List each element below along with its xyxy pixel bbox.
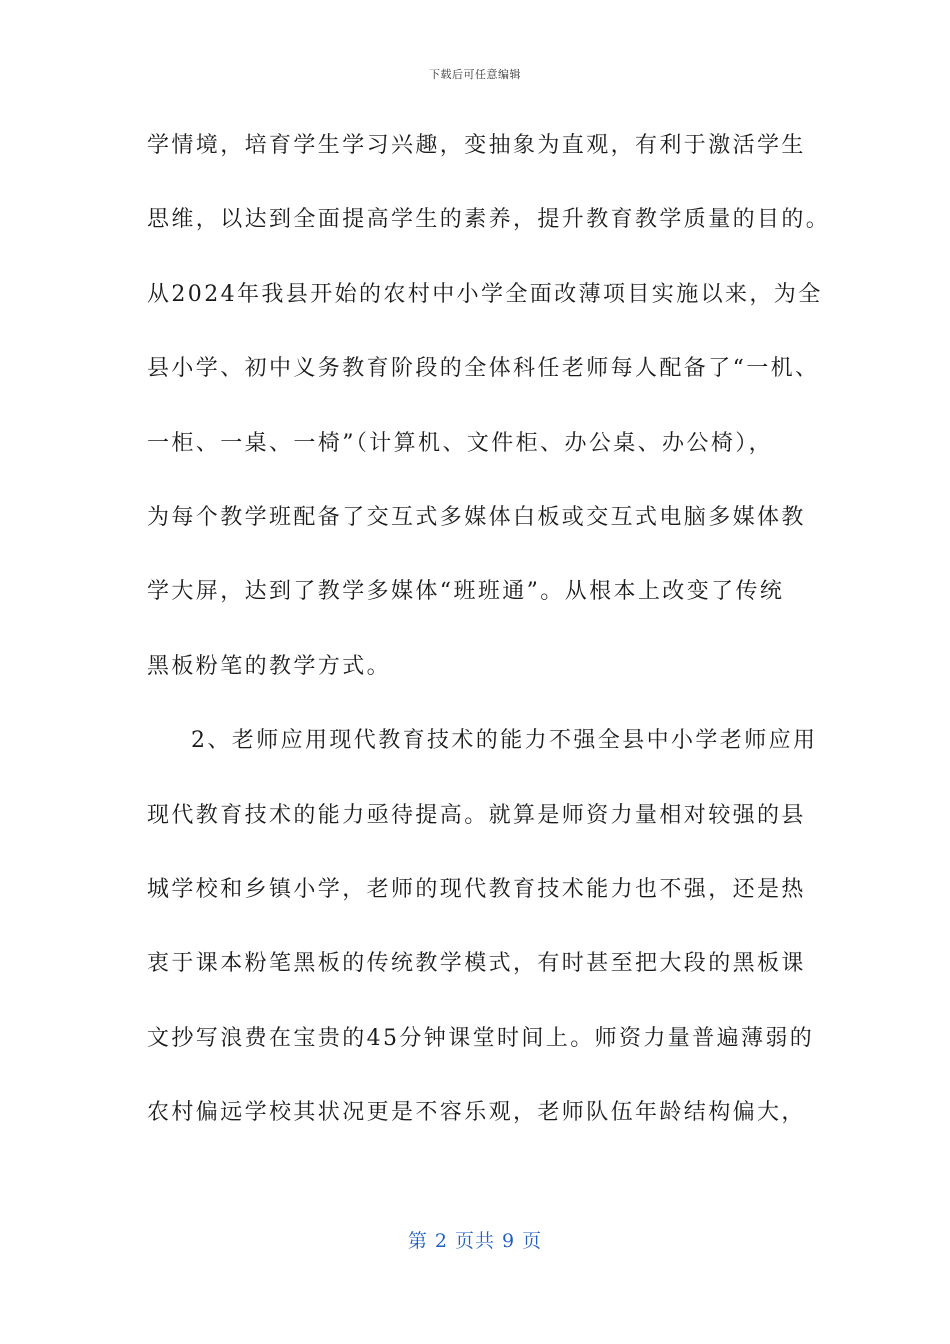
text-line: 学大屏，达到了教学多媒体“班班通”。从根本上改变了传统 [147,579,785,605]
page-number-footer: 第 2 页共 9 页 [407,1230,543,1252]
text-line: 为每个教学班配备了交互式多媒体白板或交互式电脑多媒体教 [147,504,806,530]
text-line: 一柜、一桌、一椅”（计算机、文件柜、办公桌、办公椅）， [147,430,774,456]
text-line: 文抄写浪费在宝贵的45分钟课堂时间上。师资力量普遍薄弱的 [147,1025,815,1051]
text-line: 县小学、初中义务教育阶段的全体科任老师每人配备了“一机、 [147,356,820,382]
page-header: 下载后可任意编辑 [429,68,521,81]
text-line: 思维，以达到全面提高学生的素养，提升教育教学质量的目的。 [147,207,831,233]
text-line: 农村偏远学校其状况更是不容乐观，老师队伍年龄结构偏大， [147,1100,806,1126]
text-line: 黑板粉笔的教学方式。 [147,653,392,679]
text-line: 从2024年我县开始的农村中小学全面改薄项目实施以来，为全 [147,281,823,307]
document-body [147,126,831,1167]
text-line: 学情境，培育学生学习兴趣，变抽象为直观，有利于激活学生 [147,133,806,158]
paragraph-start-line: 2、老师应用现代教育技术的能力不强全县中小学老师应用 [191,728,818,754]
text-line: 衷于课本粉笔黑板的传统教学模式，有时甚至把大段的黑板课 [147,951,806,977]
text-line: 城学校和乡镇小学，老师的现代教育技术能力也不强，还是热 [147,876,806,902]
text-line: 现代教育技术的能力亟待提高。就算是师资力量相对较强的县 [147,802,806,828]
